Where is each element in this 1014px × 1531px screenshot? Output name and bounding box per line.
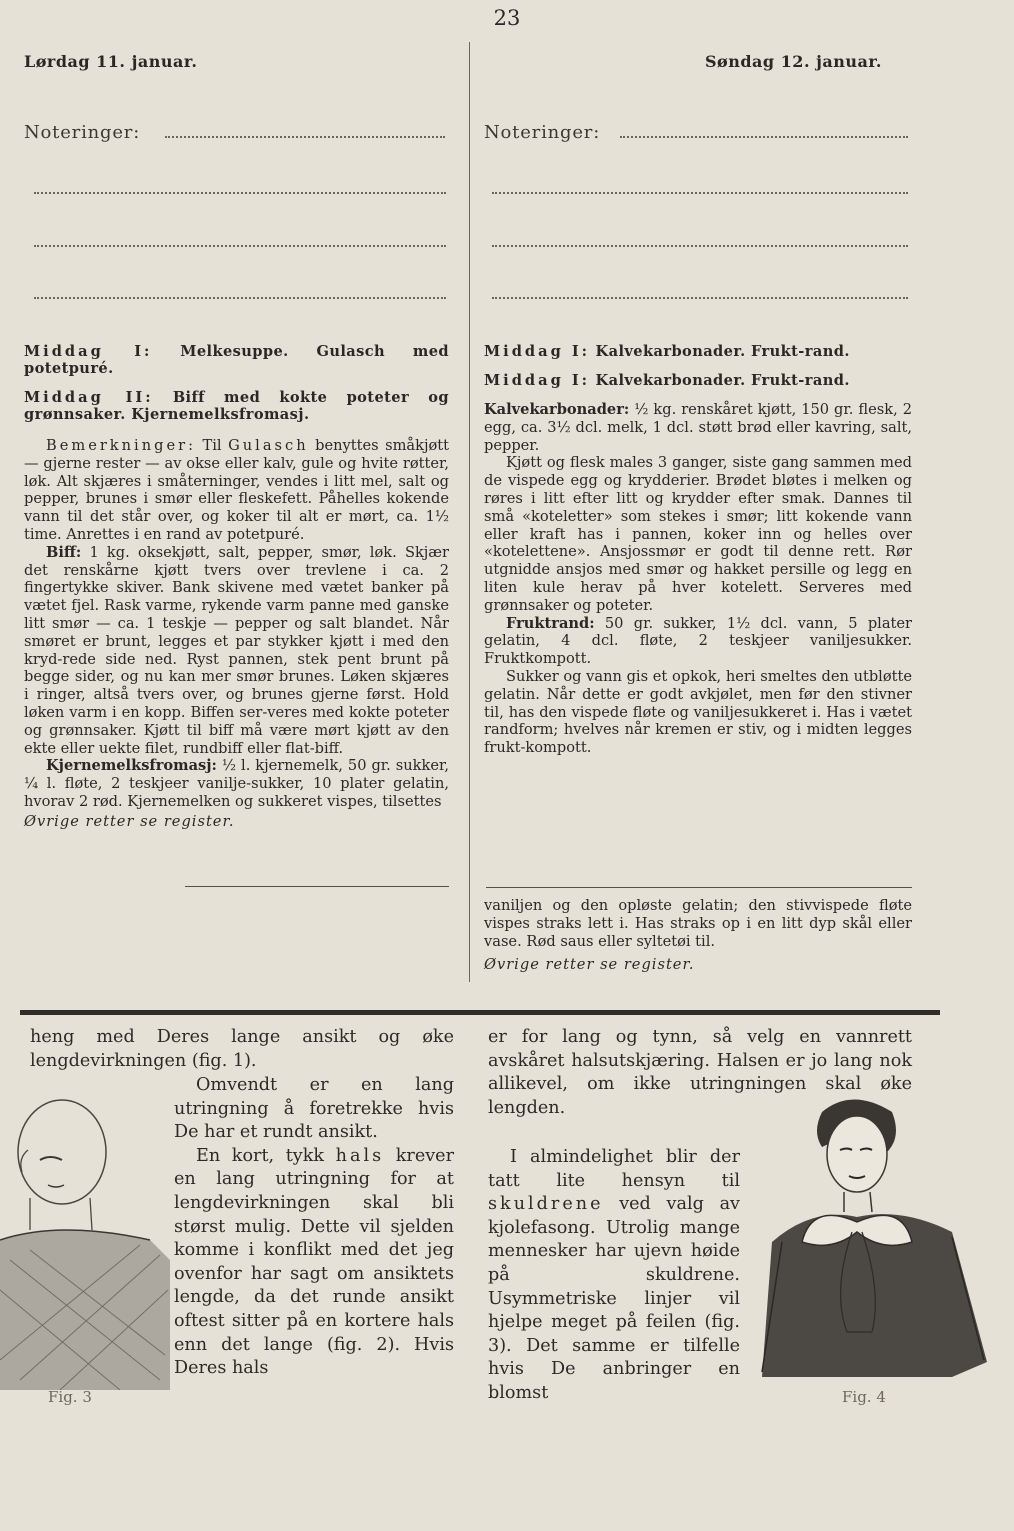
left-notes-line-2[interactable] bbox=[34, 192, 446, 194]
rp2-spaced: skuldrene bbox=[488, 1194, 604, 1215]
article-left-body bbox=[174, 1074, 454, 1381]
column-divider bbox=[469, 42, 470, 982]
right-notes-line-1[interactable] bbox=[620, 136, 908, 138]
left-menu-2 bbox=[24, 389, 449, 423]
right-notes-line-4[interactable] bbox=[492, 297, 908, 299]
left-footer: Øvrige retter se register. bbox=[24, 812, 235, 830]
menu-text: Melkesuppe. Gulasch med potetpuré. bbox=[24, 343, 450, 377]
rp2-a: I almindelighet blir der tatt lite hensyn til bbox=[488, 1147, 740, 1191]
karbonader-paragraph bbox=[484, 401, 912, 454]
karbonader-method: Kjøtt og flesk males 3 ganger, siste gang sammen med de vispede egg og krydderier. Brødet bløtes i melken og røres i litt efter litt og krydder efter smak. Dannes til små «koteletter» som stekes i smør; litt kokende vann eller kraft has i pannen, koker inn og helles over «kotelettene». Ansjossmør er godt til denne rett. Rør utgnidde ansjos med smør og hakket persille og legg en liten kule herav på hver kotelett. Serveres med grønnsaker og poteter. bbox=[484, 454, 912, 614]
karbonader-text: ½ kg. renskåret kjøtt, 150 gr. flesk, 2 egg, ca. 3½ dcl. melk, 1 dcl. støtt brød eller kavring, salt, pepper. bbox=[484, 401, 912, 454]
right-notes-line-2[interactable] bbox=[492, 192, 908, 194]
biff-label: Biff: bbox=[46, 543, 82, 561]
article-right-lead-text: er for lang og tynn, så velg en vannrett avskåret halsutskjæring. Halsen er jo lang nok allikevel, om ikke utringningen skal øke lengden. bbox=[488, 1027, 912, 1118]
section-rule bbox=[20, 1010, 940, 1015]
left-separator bbox=[185, 886, 449, 887]
left-column bbox=[24, 343, 449, 831]
page-number: 23 bbox=[493, 6, 521, 30]
menu-label: Middag I: bbox=[484, 372, 591, 389]
fruktrand-label: Fruktrand: bbox=[506, 614, 595, 632]
right-day-heading: Søndag 12. januar. bbox=[705, 52, 882, 71]
article-left-p2 bbox=[174, 1145, 454, 1381]
right-notes-label: Noteringer: bbox=[484, 122, 601, 143]
menu-label: Middag I: bbox=[24, 343, 153, 360]
biff-text: 1 kg. oksekjøtt, salt, pepper, smør, løk. Skjær det renskårne kjøtt tvers over trevlene i ca. 2 fingertykke skiver. Bank skivene med vætet banker på vætet fjel. Rask varme, rykende varm panne med ganske litt smør — ca. 1 teskje — pepper og salt blandet. Når smøret er brunt, legges et par stykker kjøtt i med den kryd-rede side ned. Ryst pannen, stek pent brunt på begge sider, og nu kan mer smør brunes. Løken skjæres i ringer, altså tvers over, og brunes gjerne først. Hold løken varm i en kopp. Biffen ser-veres med kokte poteter og grønnsaker. Kjøtt til biff må være mørt kjøtt av den ekte eller uekte filet, rundbiff eller flat-biff. bbox=[24, 543, 449, 757]
continued-text: vaniljen og den opløste gelatin; den stivvispede fløte vispes straks lett i. Has straks op i en litt dyp skål eller vase. Rød saus eller syltetøi til. bbox=[484, 897, 912, 950]
left-day-heading: Lørdag 11. januar. bbox=[24, 52, 198, 71]
fromasj-text: ½ l. kjernemelk, 50 gr. sukker, ¼ l. fløte, 2 teskjeer vanilje-sukker, 10 plater gelatin, hvorav 2 rød. Kjernemelken og sukkeret vispes, tilsettes bbox=[24, 757, 450, 810]
right-menu-1 bbox=[484, 343, 912, 360]
menu-label: Middag II: bbox=[24, 389, 154, 406]
right-column bbox=[484, 343, 912, 757]
article-right-p2 bbox=[488, 1146, 740, 1406]
right-continued bbox=[484, 897, 912, 974]
right-separator bbox=[486, 887, 912, 888]
fig-3-caption: Fig. 3 bbox=[48, 1388, 92, 1406]
p2-a: En kort, tykk bbox=[196, 1145, 325, 1166]
fig-3-illustration bbox=[0, 1090, 170, 1390]
remarks-paragraph bbox=[24, 437, 449, 544]
left-notes-line-4[interactable] bbox=[34, 297, 446, 299]
biff-paragraph bbox=[24, 544, 449, 758]
p2-b: krever en lang utringning for at lengdevirkningen skal bli størst mulig. Dette vil sjelden komme i konflikt med det jeg ovenfor har sagt om ansiktets lengde, da det runde ansikt oftest sitter på en kortere hals enn det lange (fig. 2). Hvis Deres hals bbox=[174, 1145, 454, 1379]
p2-spaced: hals bbox=[335, 1145, 385, 1166]
fromasj-label: Kjernemelksfromasj: bbox=[46, 757, 217, 775]
fruktrand-method: Sukker og vann gis et opkok, heri smeltes den utbløtte gelatin. Når dette er godt avkjølet, men før den stivner til, has den vispede fløte og vaniljesukkeret i. Has i vætet randform; hvelves når kremen er stiv, og i midten legges frukt-kompott. bbox=[484, 667, 912, 757]
menu-text: Kalvekarbonader. Frukt-rand. bbox=[595, 372, 850, 389]
remarks-term: Gulasch bbox=[228, 437, 309, 454]
remarks-label: Bemerkninger: bbox=[46, 437, 196, 454]
article-right-body bbox=[488, 1146, 740, 1406]
menu-text: Biff med kokte poteter og grønnsaker. Kjernemelksfromasj. bbox=[24, 389, 449, 423]
left-menu-1 bbox=[24, 343, 449, 377]
left-notes-line-1[interactable] bbox=[165, 136, 445, 138]
article-left-p1: Omvendt er en lang utringning å foretrekke hvis De har et rundt ansikt. bbox=[174, 1075, 454, 1143]
menu-label: Middag I: bbox=[484, 343, 591, 360]
fig-4-caption: Fig. 4 bbox=[842, 1388, 886, 1406]
left-notes-label: Noteringer: bbox=[24, 122, 141, 143]
fromasj-paragraph bbox=[24, 757, 449, 810]
right-footer: Øvrige retter se register. bbox=[484, 956, 695, 974]
remarks-intro: Til bbox=[202, 437, 222, 454]
fruktrand-paragraph bbox=[484, 615, 912, 668]
fruktrand-text: 50 gr. sukker, 1½ dcl. vann, 5 plater gelatin, 4 dcl. fløte, 2 teskjeer vaniljesukker. Fruktkompott. bbox=[484, 614, 913, 668]
karbonader-label: Kalvekarbonader: bbox=[484, 401, 630, 418]
rp2-b: ved valg av kjolefasong. Utrolig mange mennesker har ujevn høide på skuldrene. Usymmetriske linjer vil hjelpe meget på feilen (fig. 3). Det samme er tilfelle hvis De anbringer en blomst bbox=[488, 1194, 740, 1403]
menu-text: Kalvekarbonader. Frukt-rand. bbox=[595, 343, 850, 360]
fig-4-illustration bbox=[752, 1092, 992, 1382]
right-menu-2 bbox=[484, 372, 912, 389]
remarks-text: benyttes småkjøtt — gjerne rester — av okse eller kalv, gule og hvite røtter, løk. Alt skjæres i småterninger, vendes i litt mel, salt og pepper, brunes i smør eller fleskefett. Påhelles kokende vann til det står over, og koker til alt er mørt, ca. 1½ time. Anrettes i en rand av potetpuré. bbox=[24, 437, 450, 543]
right-notes-line-3[interactable] bbox=[492, 245, 908, 247]
article-left-lead: heng med Deres lange ansikt og øke lengdevirkningen (fig. 1). bbox=[30, 1027, 454, 1071]
left-notes-line-3[interactable] bbox=[34, 245, 446, 247]
